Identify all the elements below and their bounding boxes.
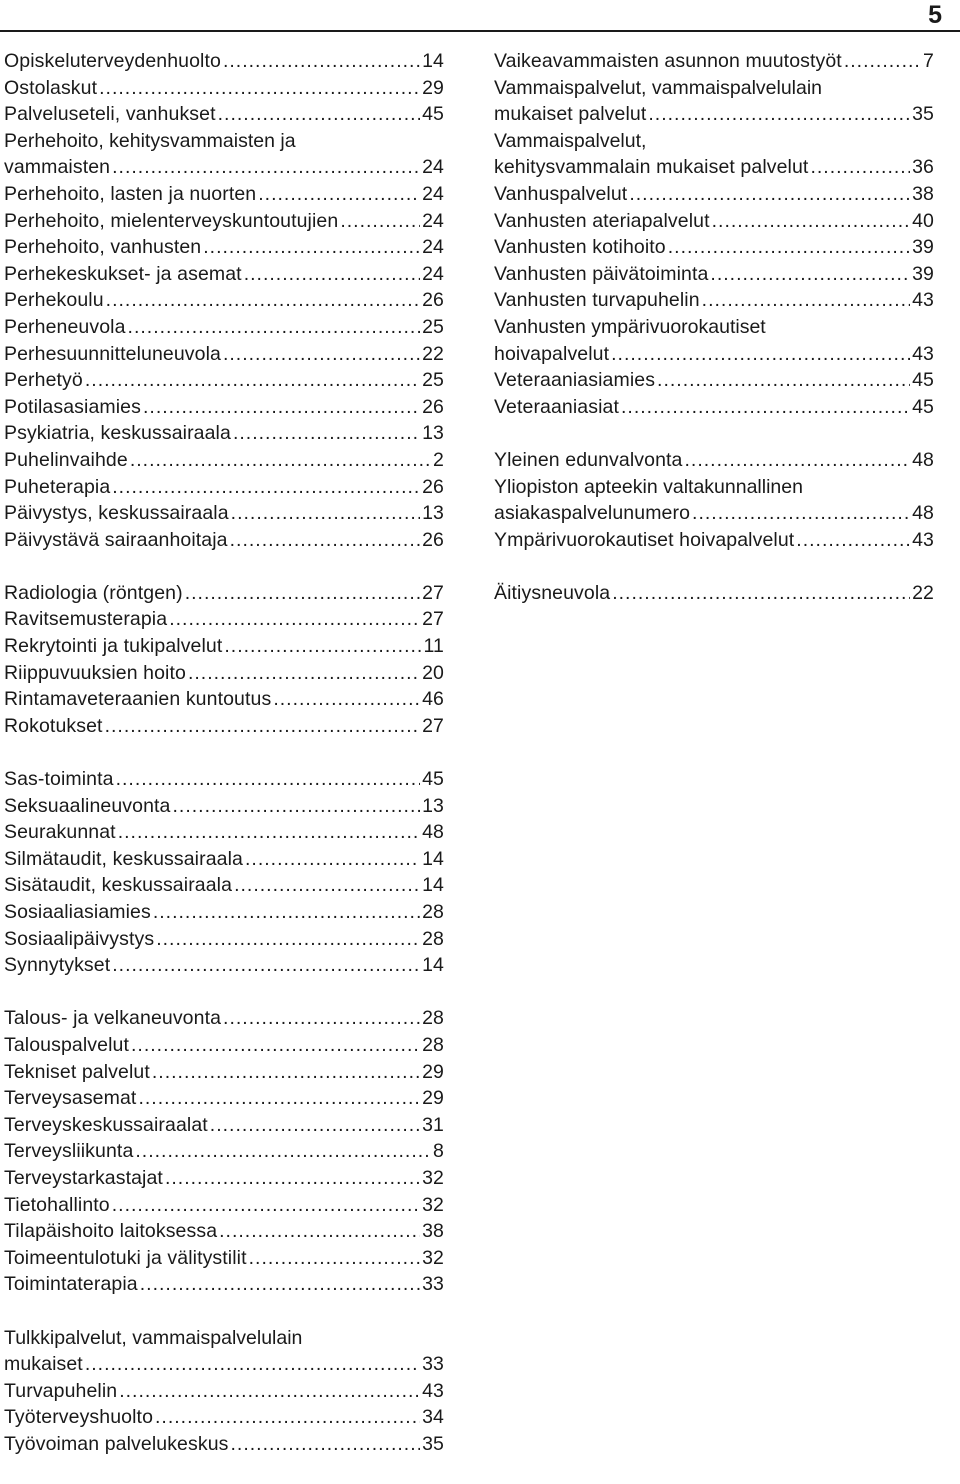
index-entry-term: Potilasasiamies [4, 395, 141, 418]
index-entry-page: 25 [422, 315, 444, 338]
index-entry [4, 1059, 444, 1086]
index-entry-page: 39 [912, 236, 934, 259]
dot-leader [684, 447, 910, 474]
index-column-right [494, 48, 934, 633]
index-entry-term: Sosiaaliasiamies [4, 901, 151, 923]
index-entry-page: 14 [422, 874, 444, 897]
index-entry-page: 27 [422, 581, 444, 604]
index-entry-term: Toimeentulotuki ja välitystilit [4, 1246, 247, 1269]
index-entry [4, 1431, 444, 1458]
index-entry [4, 1005, 444, 1032]
dot-leader [128, 314, 421, 341]
index-entry-term: Perhehoito, vanhusten [4, 236, 202, 259]
dot-leader [85, 367, 420, 394]
page-header [0, 0, 960, 38]
index-entry-term: Perheneuvola [4, 315, 126, 338]
dot-leader [231, 1431, 421, 1458]
dot-leader [621, 394, 910, 421]
dot-leader [223, 48, 420, 75]
index-entry-page: 24 [422, 262, 444, 285]
index-entry [494, 341, 934, 368]
index-entry-page: 14 [422, 847, 444, 870]
index-entry-term: Sosiaalipäivystys [4, 927, 155, 950]
index-entry [4, 1351, 444, 1378]
index-entry-term: Perhetyö [4, 369, 83, 392]
index-group [4, 48, 444, 553]
index-entry-page: 38 [912, 182, 934, 205]
index-entry-page: 45 [912, 395, 934, 418]
dot-leader [219, 1218, 420, 1245]
dot-leader [657, 367, 910, 394]
index-entry-term: Vanhusten turvapuhelin [494, 289, 700, 312]
index-group [4, 1325, 444, 1458]
dot-leader [153, 899, 420, 926]
index-entry-line: Vanhusten ympärivuorokautiset [494, 315, 766, 338]
index-entry [4, 660, 444, 687]
index-entry-term: Synnytykset [4, 954, 111, 977]
index-entry-page: 32 [422, 1166, 444, 1189]
index-entry-term: kehitysvammalain mukaiset palvelut [494, 156, 809, 179]
index-entry-line: Vammaispalvelut, [494, 129, 647, 152]
dot-leader [710, 261, 910, 288]
index-entry [494, 101, 934, 128]
index-entry-page: 29 [422, 1060, 444, 1083]
dot-leader [116, 766, 421, 793]
index-group [494, 48, 934, 420]
index-entry [494, 48, 934, 75]
dot-leader [702, 287, 910, 314]
index-entry-page: 34 [422, 1406, 444, 1429]
index-entry-page: 33 [422, 1273, 444, 1296]
index-entry [4, 793, 444, 820]
dot-leader [218, 101, 421, 128]
index-entry-page: 24 [422, 182, 444, 205]
index-entry-page: 29 [422, 76, 444, 99]
index-entry [4, 181, 444, 208]
index-entry-term: Palveluseteli, vanhukset [4, 103, 216, 126]
dot-leader [844, 48, 921, 75]
index-entry [4, 1271, 444, 1298]
dot-leader [169, 606, 420, 633]
dot-leader [648, 101, 910, 128]
index-group [494, 447, 934, 553]
index-entry-term: Terveysliikunta [4, 1140, 134, 1163]
index-entry-term: Ravitsemusterapia [4, 608, 168, 631]
index-entry-page: 24 [422, 156, 444, 179]
index-entry-page: 11 [423, 635, 444, 658]
index-entry [494, 447, 934, 474]
index-entry-page: 48 [912, 448, 934, 471]
index-entry-page: 28 [422, 1007, 444, 1030]
index-entry-term: Veteraaniasiamies [494, 369, 656, 392]
index-entry-term: mukaiset palvelut [494, 103, 647, 126]
index-entry [4, 101, 444, 128]
dot-leader [223, 341, 420, 368]
index-entry [4, 1165, 444, 1192]
dot-leader [692, 500, 910, 527]
dot-leader [118, 819, 420, 846]
index-entry [4, 48, 444, 75]
index-entry [494, 208, 934, 235]
dot-leader [112, 474, 420, 501]
index-entry-term: Riippuvuuksien hoito [4, 661, 186, 684]
index-entry [4, 686, 444, 713]
dot-leader [135, 1138, 431, 1165]
dot-leader [712, 208, 911, 235]
index-entry-term: Työterveyshuolto [4, 1406, 154, 1429]
index-entry [4, 606, 444, 633]
dot-leader [85, 1351, 420, 1378]
dot-leader [130, 447, 431, 474]
index-entry-term: Työvoiman palvelukeskus [4, 1432, 229, 1455]
index-entry-page: 45 [912, 369, 934, 392]
index-entry-page: 45 [422, 103, 444, 126]
index-entry-term: Vanhusten päivätoiminta [494, 262, 709, 285]
index-entry [4, 394, 444, 421]
index-entry [494, 394, 934, 421]
index-entry-term: Tietohallinto [4, 1193, 110, 1216]
dot-leader [612, 580, 910, 607]
index-entry-term: Vanhuspalvelut [494, 182, 628, 205]
index-entry-page: 27 [422, 608, 444, 631]
index-entry [494, 580, 934, 607]
index-entry-page: 7 [923, 50, 934, 72]
index-entry-page: 26 [422, 289, 444, 312]
index-entry-page: 32 [422, 1193, 444, 1216]
index-entry-page: 24 [422, 236, 444, 259]
index-entry [4, 208, 444, 235]
dot-leader [245, 846, 420, 873]
dot-leader [234, 872, 420, 899]
index-group [4, 580, 444, 740]
index-entry-term: Rekrytointi ja tukipalvelut [4, 635, 223, 658]
index-entry-page: 40 [912, 209, 934, 232]
index-entry-term: Toimintaterapia [4, 1273, 138, 1296]
index-entry-term: Sisätaudit, keskussairaala [4, 874, 233, 897]
index-entry-term: Puhelinvaihde [4, 448, 128, 471]
index-entry [4, 1404, 444, 1431]
index-entry-page: 29 [422, 1087, 444, 1110]
index-entry-page: 28 [422, 1033, 444, 1056]
index-entry-term: Talouspalvelut [4, 1033, 129, 1056]
index-entry-term: Talous- ja velkaneuvonta [4, 1007, 222, 1030]
header-rule [0, 30, 960, 32]
index-entry-term: Ostolaskut [4, 76, 98, 99]
index-entry-page: 46 [422, 688, 444, 711]
index-entry-page: 14 [422, 50, 444, 72]
dot-leader [185, 580, 420, 607]
dot-leader [233, 420, 420, 447]
index-entry-page: 22 [912, 581, 934, 604]
index-entry-line: Vammaispalvelut, vammaispalvelulain [494, 76, 823, 99]
index-entry-page: 48 [422, 821, 444, 844]
dot-leader [106, 287, 420, 314]
dot-leader [258, 181, 420, 208]
index-entry-page: 8 [433, 1140, 444, 1163]
index-entry [4, 1192, 444, 1219]
index-group [4, 1005, 444, 1298]
index-entry [4, 474, 444, 501]
index-entry-page: 35 [422, 1432, 444, 1455]
index-entry [4, 846, 444, 873]
index-entry-page: 33 [422, 1353, 444, 1376]
index-entry-page: 27 [422, 714, 444, 737]
index-entry-term: Vanhusten ateriapalvelut [494, 209, 710, 232]
index-entry-term: Perhekeskukset- ja asemat [4, 262, 242, 285]
index-entry-term: Tilapäishoito laitoksessa [4, 1220, 218, 1243]
index-entry [4, 1138, 444, 1165]
index-entry-page: 43 [912, 289, 934, 312]
index-entry-page: 31 [422, 1113, 444, 1136]
dot-leader [629, 181, 910, 208]
dot-leader [249, 1245, 420, 1272]
dot-leader [138, 1085, 420, 1112]
index-entry-page: 43 [912, 342, 934, 365]
dot-leader [152, 1059, 420, 1086]
index-entry-page: 26 [422, 475, 444, 498]
index-entry-term: Yleinen edunvalvonta [494, 448, 683, 471]
index-entry-page: 38 [422, 1220, 444, 1243]
index-entry-term: Tekniset palvelut [4, 1060, 150, 1083]
index-entry [4, 713, 444, 740]
index-entry [4, 633, 444, 660]
index-entry-term: Veteraaniasiat [494, 395, 619, 418]
dot-leader [112, 154, 420, 181]
page-number: 5 [928, 1, 942, 29]
index-entry-term: Rintamaveteraanien kuntoutus [4, 688, 272, 711]
index-entry [4, 154, 444, 181]
index-entry-term: Päivystävä sairaanhoitaja [4, 528, 228, 551]
index-entry [494, 234, 934, 261]
dot-leader [105, 713, 421, 740]
index-entry [4, 1378, 444, 1405]
index-entry [494, 261, 934, 288]
index-entry [4, 261, 444, 288]
dot-leader [140, 1271, 420, 1298]
dot-leader [210, 1112, 420, 1139]
index-entry [4, 500, 444, 527]
dot-leader [611, 341, 910, 368]
dot-leader [224, 633, 421, 660]
index-column-left [4, 48, 444, 1484]
index-entry-term: Terveyskeskussairaalat [4, 1113, 208, 1136]
index-entry [4, 447, 444, 474]
index-entry-page: 35 [912, 103, 934, 126]
index-entry-term: Perhehoito, lasten ja nuorten [4, 182, 257, 205]
index-entry [494, 527, 934, 554]
index-entry [494, 500, 934, 527]
index-entry-term: hoivapalvelut [494, 342, 610, 365]
index-entry [494, 154, 934, 181]
index-entry [4, 766, 444, 793]
index-entry-page: 13 [422, 502, 444, 525]
index-entry-page: 39 [912, 262, 934, 285]
dot-leader [223, 1005, 420, 1032]
dot-leader [810, 154, 910, 181]
index-entry-term: Seurakunnat [4, 821, 116, 844]
index-entry [4, 1032, 444, 1059]
index-entry-term: Terveystarkastajat [4, 1166, 163, 1189]
index-entry-page: 2 [433, 448, 444, 471]
index-entry-page: 13 [422, 422, 444, 445]
index-entry-line: Tulkkipalvelut, vammaispalvelulain [4, 1326, 303, 1349]
dot-leader [119, 1378, 420, 1405]
index-entry-term: Ympärivuorokautiset hoivapalvelut [494, 528, 795, 551]
index-entry-line: Perhehoito, kehitysvammaisten ja [4, 129, 296, 152]
index-entry [4, 926, 444, 953]
index-entry-term: Perhehoito, mielenterveyskuntoutujien [4, 209, 339, 232]
index-entry [4, 287, 444, 314]
index-entry-term: Radiologia (röntgen) [4, 581, 183, 604]
index-entry-term: asiakaspalvelunumero [494, 502, 691, 525]
dot-leader [231, 500, 420, 527]
index-entry [4, 314, 444, 341]
index-entry [4, 819, 444, 846]
dot-leader [230, 527, 420, 554]
index-entry [4, 527, 444, 554]
index-entry [4, 75, 444, 102]
index-entry-term: Terveysasemat [4, 1087, 137, 1110]
index-entry-page: 32 [422, 1246, 444, 1269]
index-entry-term: vammaisten [4, 156, 111, 179]
index-entry-page: 26 [422, 395, 444, 418]
dot-leader [112, 952, 420, 979]
index-entry-term: Rokotukset [4, 714, 103, 737]
index-entry-page: 43 [912, 528, 934, 551]
index-entry [4, 952, 444, 979]
index-entry-term: Opiskeluterveydenhuolto [4, 50, 221, 72]
index-entry [4, 234, 444, 261]
index-entry-page: 25 [422, 369, 444, 392]
dot-leader [244, 261, 420, 288]
dot-leader [796, 527, 910, 554]
index-entry-page: 24 [422, 209, 444, 232]
index-entry-page: 28 [422, 901, 444, 923]
index-entry-term: Puheterapia [4, 475, 111, 498]
index-entry-term: Silmätaudit, keskussairaala [4, 847, 243, 870]
index-entry-page: 36 [912, 156, 934, 179]
index-group [494, 580, 934, 607]
dot-leader [131, 1032, 420, 1059]
index-entry [4, 1112, 444, 1139]
index-entry-line: Yliopiston apteekin valtakunnallinen [494, 475, 803, 498]
index-entry-term: mukaiset [4, 1353, 83, 1376]
index-entry-term: Psykiatria, keskussairaala [4, 422, 231, 445]
index-group [4, 766, 444, 979]
index-entry-page: 26 [422, 528, 444, 551]
dot-leader [156, 926, 420, 953]
index-entry [4, 1218, 444, 1245]
index-entry-page: 45 [422, 768, 444, 791]
index-entry-term: Päivystys, keskussairaala [4, 502, 229, 525]
index-entry [4, 341, 444, 368]
index-entry-term: Vanhusten kotihoito [494, 236, 666, 259]
dot-leader [155, 1404, 420, 1431]
index-entry-page: 28 [422, 927, 444, 950]
dot-leader [99, 75, 420, 102]
index-entry-term: Seksuaalineuvonta [4, 794, 171, 817]
index-entry [4, 899, 444, 926]
index-entry-page: 43 [422, 1379, 444, 1402]
index-entry-term: Vaikeavammaisten asunnon muutostyöt [494, 50, 842, 72]
dot-leader [668, 234, 910, 261]
dot-leader [165, 1165, 420, 1192]
dot-leader [340, 208, 420, 235]
dot-leader [112, 1192, 420, 1219]
dot-leader [273, 686, 420, 713]
dot-leader [143, 394, 420, 421]
index-entry [494, 287, 934, 314]
index-entry-term: Perhekoulu [4, 289, 104, 312]
dot-leader [203, 234, 420, 261]
index-entry-term: Perhesuunnitteluneuvola [4, 342, 221, 365]
index-entry-term: Äitiysneuvola [494, 581, 611, 604]
index-entry [494, 181, 934, 208]
index-entry [494, 367, 934, 394]
index-entry [4, 367, 444, 394]
dot-leader [188, 660, 420, 687]
index-entry [4, 420, 444, 447]
index-entry [4, 1245, 444, 1272]
index-entry-term: Turvapuhelin [4, 1379, 118, 1402]
index-entry-page: 14 [422, 954, 444, 977]
index-entry-page: 13 [422, 794, 444, 817]
index-entry-page: 48 [912, 502, 934, 525]
index-entry-term: Sas-toiminta [4, 768, 114, 791]
index-entry [4, 872, 444, 899]
index-entry-page: 20 [422, 661, 444, 684]
dot-leader [173, 793, 421, 820]
index-entry-page: 22 [422, 342, 444, 365]
index-entry [4, 580, 444, 607]
index-entry [4, 1085, 444, 1112]
